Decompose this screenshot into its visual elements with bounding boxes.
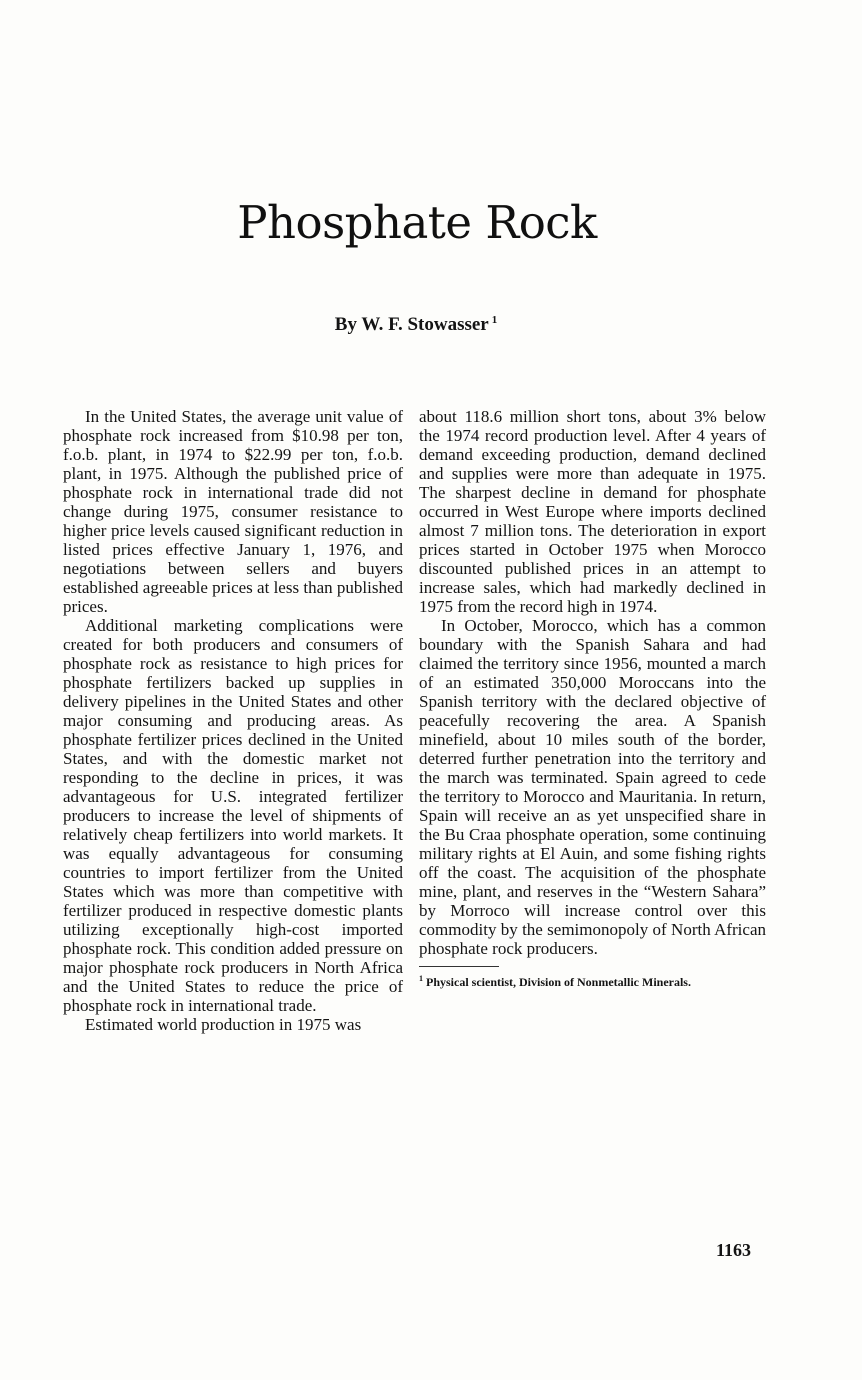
paragraph-world-production-start: Estimated world production in 1975 was <box>85 1015 362 1034</box>
left-column <box>63 407 403 1034</box>
right-column <box>419 407 766 988</box>
footnote-reference: 1 <box>491 314 498 326</box>
author-name: By W. F. Stowasser <box>334 314 489 335</box>
footnote-text: Physical scientist, Division of Nonmetallic Minerals. <box>426 975 691 989</box>
page-number: 1163 <box>716 1240 752 1260</box>
footnote-divider <box>419 966 499 967</box>
paragraph-marketing-complications: Additional marketing complications were created for both producers and consumers of phosphate rock as resistance to high prices for phosphate fertilizers backed up supplies in delivery pipelines in the United States and other major consuming and producing areas. As phosphate fertilizer prices declined in the United States, and with the domestic market not responding to the decline in prices, it was advantageous for U.S. integrated fertilizer producers to increase the level of shipments of relatively cheap fertilizers into world markets. It was equally advantageous for consuming countries to import fertilizer from the United States which was more than competitive with fertilizer produced in respective domestic plants utilizing exceptionally high-cost imported phosphate rock. This condition added pressure on major phosphate rock producers in North Africa and the United States to reduce the price of phosphate rock in international trade. <box>63 616 403 1015</box>
paragraph-unit-value: In the United States, the average unit value of phosphate rock increased from $10.98 per ton, f.o.b. plant, in 1974 to $22.99 per ton, f.o.b. plant, in 1975. Although the published price of phosphate rock in international trade did not change during 1975, consumer resistance to higher price levels caused significant reduction in listed prices effective January 1, 1976, and negotiations between sellers and buyers established agreeable prices at less than published prices. <box>63 407 403 616</box>
byline <box>0 314 832 336</box>
paragraph-world-production-continued: about 118.6 million short tons, about 3% below the 1974 record production level. After 4 years of demand exceeding production, demand declined and supplies were more than adequate in 1975. The sharpest decline in demand for phosphate occurred in West Europe where imports declined almost 7 million tons. The deterioration in export prices started in October 1975 when Morocco discounted published prices in an attempt to increase sales, which had markedly declined in 1975 from the record high in 1974. <box>419 407 766 616</box>
footnote <box>419 973 766 988</box>
article-title: Phosphate Rock <box>237 196 597 249</box>
paragraph-morocco-march: In October, Morocco, which has a common boundary with the Spanish Sahara and had claimed the territory since 1956, mounted a march of an estimated 350,000 Moroccans into the Spanish territory with the declared objective of peacefully recovering the area. A Spanish minefield, about 10 miles south of the border, deterred further penetration into the territory and the march was terminated. Spain agreed to cede the territory to Morocco and Mauritania. In return, Spain will receive an as yet unspecified share in the Bu Craa phosphate operation, some continuing military rights at El Auin, and some fishing rights off the coast. The acquisition of the phosphate mine, plant, and reserves in the “Western Sahara” by Morroco will increase control over this commodity by the semimonopoly of North African phosphate rock producers. <box>419 616 766 958</box>
footnote-marker: 1 <box>419 974 423 983</box>
